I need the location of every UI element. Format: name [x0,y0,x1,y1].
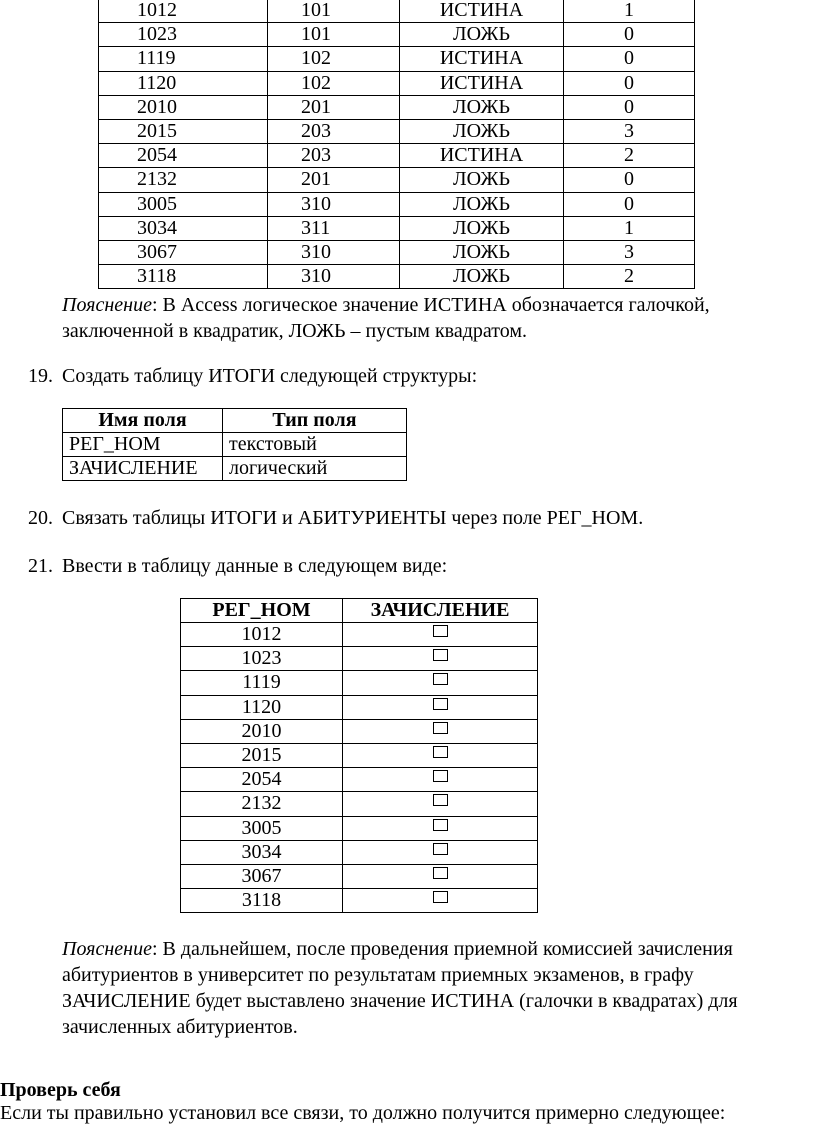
reg-num-cell: 1023 [181,647,343,671]
table-row [181,792,538,816]
checkbox-icon[interactable] [433,673,448,685]
table-row [99,23,695,47]
task-number: 20. [28,507,53,529]
stage-cell: 3 [564,119,695,143]
reg-num-cell: 2010 [181,719,343,743]
spec-code-cell: 201 [268,95,400,119]
applicants-table [98,0,695,289]
task-19 [28,364,477,388]
enrollment-cell [343,623,538,647]
task-20 [28,506,643,530]
table-row [181,719,538,743]
reg-num-cell: 3005 [99,192,268,216]
stage-cell: 0 [564,95,695,119]
stage-cell: 0 [564,23,695,47]
task-text: Связать таблицы ИТОГИ и АБИТУРИЕНТЫ через поле РЕГ_НОМ. [62,507,644,529]
reg-num-cell: 3005 [181,816,343,840]
reg-num-cell: 2015 [99,119,268,143]
field-name-cell: РЕГ_НОМ [63,433,223,457]
enrollment-cell [343,743,538,767]
reg-num-cell: 2132 [99,168,268,192]
enrollment-cell [343,816,538,840]
medal-cell: ИСТИНА [400,71,564,95]
stage-cell: 2 [564,265,695,289]
medal-cell: ИСТИНА [400,144,564,168]
medal-cell: ЛОЖЬ [400,265,564,289]
structure-table [62,408,407,481]
spec-code-cell: 311 [268,216,400,240]
table-row [63,433,407,457]
spec-code-cell: 310 [268,265,400,289]
reg-num-cell: 1119 [181,671,343,695]
note-label: Пояснение [62,294,152,316]
task-text: Ввести в таблицу данные в следующем виде: [62,555,448,577]
table-row [99,192,695,216]
table-row [99,0,695,23]
checkbox-icon[interactable] [433,843,448,855]
spec-code-cell: 102 [268,47,400,71]
enrollment-cell [343,889,538,913]
stage-cell: 1 [564,0,695,23]
medal-cell: ЛОЖЬ [400,95,564,119]
reg-num-cell: 1012 [181,623,343,647]
task-number: 19. [28,365,53,387]
medal-cell: ИСТИНА [400,47,564,71]
spec-code-cell: 203 [268,119,400,143]
checkbox-icon[interactable] [433,891,448,903]
table-row [99,47,695,71]
table-row [99,71,695,95]
medal-cell: ЛОЖЬ [400,192,564,216]
table-row [99,119,695,143]
checkbox-icon[interactable] [433,819,448,831]
medal-cell: ИСТИНА [400,0,564,23]
table-row [181,671,538,695]
checkbox-icon[interactable] [433,625,448,637]
checkbox-icon[interactable] [433,649,448,661]
reg-num-cell: 3067 [181,864,343,888]
table-row [99,240,695,264]
stage-cell: 1 [564,216,695,240]
reg-num-cell: 2054 [181,768,343,792]
header-field-name: Имя поля [63,409,223,433]
field-type-cell: текстовый [223,433,407,457]
spec-code-cell: 310 [268,240,400,264]
enrollment-cell [343,719,538,743]
table-row [181,623,538,647]
reg-num-cell: 3067 [99,240,268,264]
header-enrollment: ЗАЧИСЛЕНИЕ [343,599,538,623]
spec-code-cell: 310 [268,192,400,216]
reg-num-cell: 3118 [99,265,268,289]
checkbox-icon[interactable] [433,794,448,806]
checkbox-icon[interactable] [433,770,448,782]
spec-code-cell: 101 [268,23,400,47]
checkbox-icon[interactable] [433,698,448,710]
reg-num-cell: 3034 [99,216,268,240]
spec-code-cell: 102 [268,71,400,95]
checkbox-icon[interactable] [433,722,448,734]
check-yourself-title: Проверь себя [0,1079,121,1101]
reg-num-cell: 1120 [99,71,268,95]
spec-code-cell: 101 [268,0,400,23]
stage-cell: 2 [564,144,695,168]
reg-num-cell: 2010 [99,95,268,119]
medal-cell: ЛОЖЬ [400,23,564,47]
reg-num-cell: 1012 [99,0,268,23]
stage-cell: 3 [564,240,695,264]
reg-num-cell: 1119 [99,47,268,71]
spec-code-cell: 203 [268,144,400,168]
enrollment-cell [343,864,538,888]
reg-num-cell: 2054 [99,144,268,168]
applicants-table-body [99,0,695,289]
spec-code-cell: 201 [268,168,400,192]
stage-cell: 0 [564,47,695,71]
table-row [181,816,538,840]
reg-num-cell: 1120 [181,695,343,719]
enrollment-cell [343,840,538,864]
medal-cell: ЛОЖЬ [400,119,564,143]
enrollment-cell [343,768,538,792]
enrollment-cell [343,671,538,695]
table-row [181,864,538,888]
reg-num-cell: 2015 [181,743,343,767]
note-text: : В Access логическое значение ИСТИНА обозначается галочкой, заключенной в квадратик, ЛОЖЬ – пустым квадратом. [62,294,710,342]
note-label: Пояснение [62,938,152,960]
table-row [99,168,695,192]
field-type-cell: логический [223,457,407,481]
checkbox-icon[interactable] [433,746,448,758]
note-access-boolean [62,292,782,344]
medal-cell: ЛОЖЬ [400,216,564,240]
table-row [63,457,407,481]
table-row [99,216,695,240]
task-number: 21. [28,555,53,577]
task-text: Создать таблицу ИТОГИ следующей структуры: [62,365,478,387]
header-field-type: Тип поля [223,409,407,433]
table-row [181,695,538,719]
enrollment-cell [343,792,538,816]
stage-cell: 0 [564,168,695,192]
table-row [99,265,695,289]
reg-num-cell: 3118 [181,889,343,913]
checkbox-icon[interactable] [433,867,448,879]
check-yourself-text: Если ты правильно установил все связи, то должно получится примерно следующее: [0,1102,726,1124]
results-table [180,598,538,913]
table-row [181,768,538,792]
table-row [99,95,695,119]
reg-num-cell: 3034 [181,840,343,864]
table-row [181,840,538,864]
reg-num-cell: 1023 [99,23,268,47]
note-text: : В дальнейшем, после проведения приемной комиссией зачисления абитуриентов в университет по результатам приемных экзаменов, в графу ЗАЧИСЛЕНИЕ будет выставлено значение ИСТИНА (галочки в квадратах) для зачисленных абитуриентов. [62,938,738,1038]
note-enrollment [62,936,782,1040]
reg-num-cell: 2132 [181,792,343,816]
enrollment-cell [343,647,538,671]
results-table-body [181,623,538,913]
field-name-cell: ЗАЧИСЛЕНИЕ [63,457,223,481]
table-row [99,144,695,168]
header-reg-num: РЕГ_НОМ [181,599,343,623]
medal-cell: ЛОЖЬ [400,168,564,192]
task-21 [28,554,447,578]
medal-cell: ЛОЖЬ [400,240,564,264]
stage-cell: 0 [564,192,695,216]
enrollment-cell [343,695,538,719]
results-table-header [181,599,538,623]
table-row [181,889,538,913]
table-row [181,647,538,671]
structure-table-header [63,409,407,433]
stage-cell: 0 [564,71,695,95]
table-row [181,743,538,767]
